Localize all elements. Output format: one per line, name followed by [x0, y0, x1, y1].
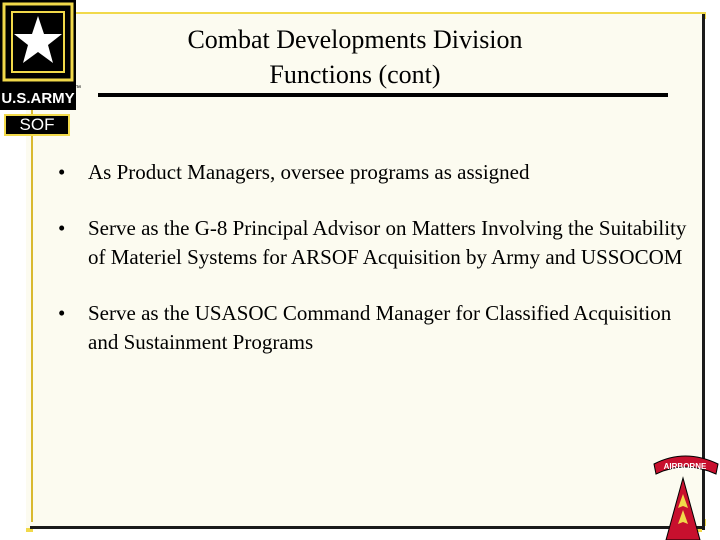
bullet-text: Serve as the G-8 Principal Advisor on Matters Involving the Suitability of Materiel Systems for ARSOF Acquisition by Army and USSOCOM	[88, 216, 687, 269]
bullet-marker: •	[58, 160, 66, 184]
title-line-2: Functions (cont)	[269, 60, 441, 89]
slide-frame-bottom-shadow	[30, 526, 705, 529]
airborne-tab-text: AIRBORNE	[663, 462, 707, 471]
bullet-item	[58, 299, 688, 357]
us-army-logo	[0, 0, 82, 112]
bullet-list	[58, 158, 688, 384]
airborne-insignia	[650, 450, 720, 540]
bullet-marker: •	[58, 301, 66, 325]
page-title	[120, 22, 590, 92]
bullet-item	[58, 214, 688, 272]
bullet-marker: •	[58, 216, 66, 240]
title-underline	[98, 93, 668, 97]
army-logo-text: U.S.ARMY	[1, 90, 75, 107]
bullet-text: Serve as the USASOC Command Manager for Classified Acquisition and Sustainment Programs	[88, 301, 672, 354]
bullet-text: As Product Managers, oversee programs as assigned	[88, 160, 530, 184]
army-trademark: ™	[74, 85, 81, 92]
bullet-item	[58, 158, 688, 187]
sof-badge: SOF	[4, 114, 70, 136]
title-line-1: Combat Developments Division	[187, 25, 523, 54]
